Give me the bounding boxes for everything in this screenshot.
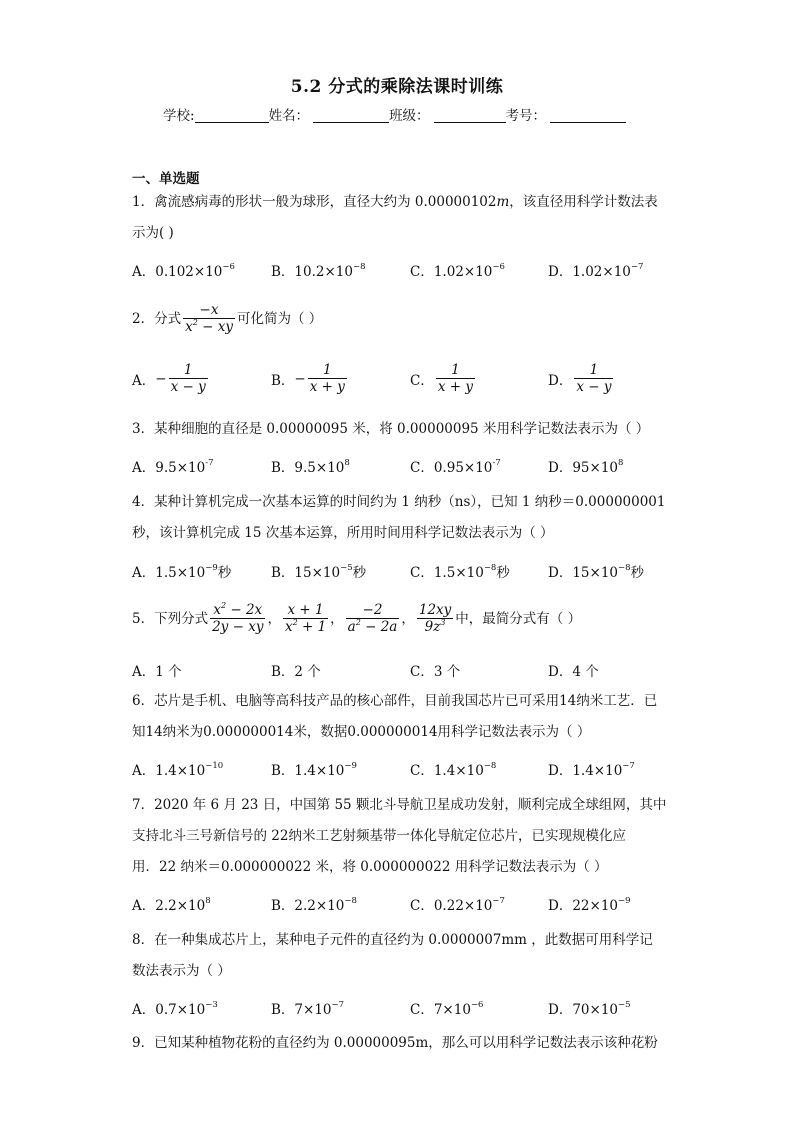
question-6 bbox=[132, 686, 680, 748]
page-title: 5.2 分式的乘除法课时训练 bbox=[290, 77, 504, 97]
student-info-line bbox=[163, 104, 626, 124]
option-a[interactable]: A．$2.2\times 10^8$ bbox=[132, 896, 211, 914]
school-label: 学校: bbox=[163, 108, 195, 124]
question-1-unit: m bbox=[496, 194, 510, 210]
question-1-text: 1．禽流感病毒的形状一般为球形，直径大约为 0.00000102 bbox=[132, 194, 497, 210]
question-1-text-tail: ，该直径用科学计数法表 bbox=[509, 194, 658, 210]
question-6-text: 6．芯片是手机、电脑等高科技产品的核心部件，目前我国芯片已可采用14纳米工艺．已 bbox=[132, 693, 658, 709]
option-b[interactable]: B．− $\frac{1}{x + y}$ bbox=[271, 362, 345, 395]
option-a[interactable]: A．$1.4\times 10^{-10}$ bbox=[132, 761, 224, 779]
class-label: 班级： bbox=[389, 108, 430, 124]
question-1-text-line2: 示为( ) bbox=[132, 225, 174, 241]
question-9 bbox=[132, 1028, 680, 1059]
option-d[interactable]: D．$15\times 10^{-8}$秒 bbox=[548, 563, 645, 581]
question-4-text-line2: 秒，该计算机完成 15 次基本运算，所用时间用科学记数法表示为（ ） bbox=[132, 525, 554, 541]
question-3-text: 3．某种细胞的直径是 0.00000095 米，将 0.00000095 米用科学记数法表示为（ ） bbox=[132, 421, 650, 437]
question-8-options bbox=[132, 998, 692, 1022]
question-1-options bbox=[132, 260, 692, 284]
option-b[interactable]: B．$7\times 10^{-7}$ bbox=[271, 1000, 345, 1018]
option-a[interactable]: A．$0.102\times 10^{-6}$ bbox=[132, 262, 235, 280]
option-c[interactable]: C．$7\times 10^{-6}$ bbox=[410, 1000, 484, 1018]
class-blank[interactable] bbox=[434, 108, 506, 123]
school-blank[interactable] bbox=[195, 108, 269, 123]
question-7 bbox=[132, 790, 680, 883]
option-a[interactable]: A．$0.7\times 10^{-3}$ bbox=[132, 1000, 218, 1018]
question-5-fraction-1: $\frac{x^2 - 2x}{2y - xy}$ bbox=[212, 601, 264, 635]
option-a[interactable]: A．$9.5\times 10^{-7}$ bbox=[132, 458, 214, 476]
option-d[interactable]: D．$1.02\times 10^{-7}$ bbox=[548, 262, 644, 280]
option-b[interactable]: B．$2.2\times 10^{-8}$ bbox=[271, 896, 357, 914]
option-d[interactable]: D．$22\times 10^{-9}$ bbox=[548, 896, 631, 914]
option-c[interactable]: C．$1.4\times 10^{-8}$ bbox=[410, 761, 497, 779]
question-7-text: 7．2020 年 6 月 23 日，中国第 55 颗北斗导航卫星成功发射，顺利完成全球组网，其中 bbox=[132, 797, 667, 813]
question-9-text: 9．已知某种植物花粉的直径约为 0.00000095m，那么可以用科学记数法表示该种花粉 bbox=[132, 1035, 658, 1051]
question-8-text: 8．在一种集成芯片上，某种电子元件的直径约为 0.0000007mm ，此数据可用科学记 bbox=[132, 932, 653, 948]
question-5-options bbox=[132, 660, 692, 684]
question-6-options bbox=[132, 759, 692, 783]
name-blank[interactable] bbox=[313, 108, 389, 123]
option-a[interactable]: A．1 个 bbox=[132, 664, 182, 680]
question-2-options bbox=[132, 362, 692, 402]
question-2-fraction: $\frac{-x}{x^2 - xy}$ bbox=[185, 302, 233, 335]
option-b[interactable]: B．$9.5\times 10^8$ bbox=[271, 458, 350, 476]
question-5-fraction-4: $\frac{12xy}{9z^3}$ bbox=[418, 602, 452, 635]
question-5: 5．下列分式 $\frac{x^2 - 2x}{2y - xy}$ ， $\frac{x + 1}{x^2 + 1}$ ， $\frac{-2}{a^2 - 2a}$ ， $\frac{12xy}{9z^3}$ 中，最简分式有（ ） bbox=[132, 601, 582, 635]
question-5-text-suffix: 中，最简分式有（ ） bbox=[455, 611, 582, 627]
question-7-text-line3: 用．22 纳米＝0.000000022 米，将 0.000000022 用科学记数法表示为（ ） bbox=[132, 859, 608, 875]
question-7-options bbox=[132, 894, 692, 918]
question-1 bbox=[132, 187, 680, 249]
question-6-text-line2: 知14纳米为0.000000014米，数据0.000000014用科学记数法表示为（ ） bbox=[132, 724, 591, 740]
question-8 bbox=[132, 925, 680, 987]
question-8-text-line2: 数法表示为（ ） bbox=[132, 963, 231, 979]
question-5-fraction-3: $\frac{-2}{a^2 - 2a}$ bbox=[347, 602, 398, 635]
option-d[interactable]: D．4 个 bbox=[548, 664, 599, 680]
option-d[interactable]: D．$95\times 10^8$ bbox=[548, 458, 624, 476]
option-b[interactable]: B．$15\times 10^{-5}$秒 bbox=[271, 563, 367, 581]
option-d[interactable]: D．$70\times 10^{-5}$ bbox=[548, 1000, 631, 1018]
section-title: 一、单选题 bbox=[132, 171, 200, 187]
question-2-text-suffix: 可化简为（ ） bbox=[236, 311, 323, 327]
option-c[interactable]: C．$1.5\times 10^{-8}$秒 bbox=[410, 563, 510, 581]
option-c[interactable]: C．3 个 bbox=[410, 664, 461, 680]
id-label: 考号： bbox=[505, 108, 547, 124]
option-d[interactable]: D． $\frac{1}{x - y}$ bbox=[548, 362, 612, 395]
question-3-options bbox=[132, 456, 692, 480]
question-7-text-line2: 支持北斗三号新信号的 22纳米工艺射频基带一体化导航定位芯片，已实现规模化应 bbox=[132, 828, 626, 844]
option-d[interactable]: D．$1.4\times 10^{-7}$ bbox=[548, 761, 635, 779]
question-5-fraction-2: $\frac{x + 1}{x^2 + 1}$ bbox=[284, 602, 327, 635]
option-b[interactable]: B．2 个 bbox=[271, 664, 321, 680]
question-4-text: 4．某种计算机完成一次基本运算的时间约为 1 纳秒（ns），已知 1 纳秒＝0.000000001 bbox=[132, 494, 666, 510]
option-c[interactable]: C．$0.22\times 10^{-7}$ bbox=[410, 896, 505, 914]
option-b[interactable]: B．$10.2\times 10^{-8}$ bbox=[271, 262, 366, 280]
question-3 bbox=[132, 414, 680, 445]
option-a[interactable]: A．$1.5\times 10^{-9}$秒 bbox=[132, 563, 232, 581]
option-c[interactable]: C．$1.02\times 10^{-6}$ bbox=[410, 262, 505, 280]
question-2 bbox=[132, 302, 680, 336]
option-c[interactable]: C． $\frac{1}{x + y}$ bbox=[410, 362, 473, 395]
question-4-options bbox=[132, 561, 692, 585]
option-a[interactable]: A．− $\frac{1}{x - y}$ bbox=[132, 362, 206, 395]
id-blank[interactable] bbox=[550, 108, 626, 123]
option-c[interactable]: C．$0.95\times 10^{-7}$ bbox=[410, 458, 501, 476]
question-4 bbox=[132, 487, 680, 549]
question-5-text: 5．下列分式 bbox=[132, 611, 209, 627]
option-b[interactable]: B．$1.4\times 10^{-9}$ bbox=[271, 761, 357, 779]
name-label: 姓名： bbox=[268, 108, 310, 124]
question-2-text: 2．分式 bbox=[132, 311, 182, 327]
